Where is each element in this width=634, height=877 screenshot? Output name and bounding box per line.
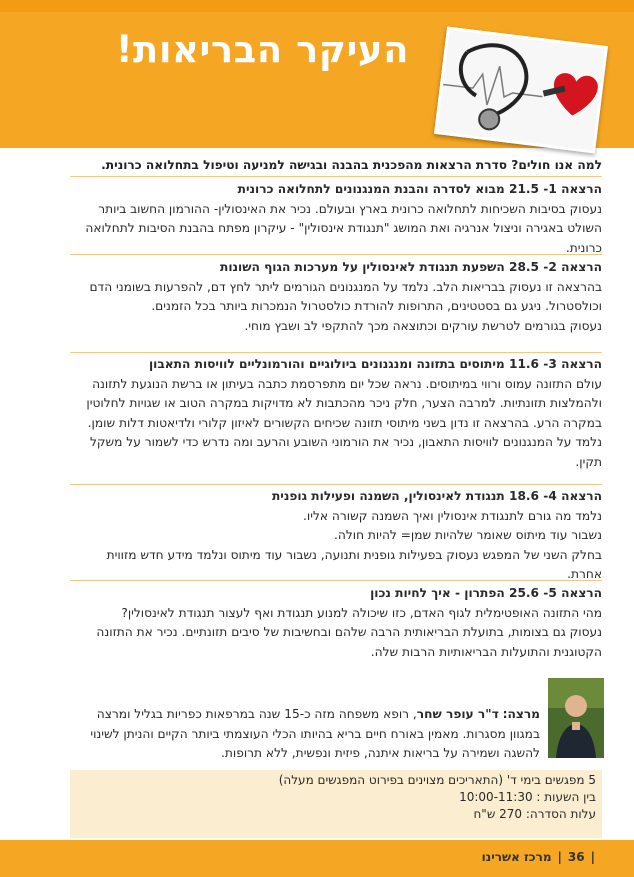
lecture-heading: הרצאה 1- 21.5 מבוא לסדרה והבנת המנגנונים לתחלואה כרונית (237, 182, 602, 196)
page-title: העיקר הבריאות! (115, 28, 409, 71)
divider (70, 580, 602, 581)
lecture-heading: הרצאה 2- 28.5 השפעת תנגודת לאינסולין על מערכות הגוף השונות (220, 260, 602, 274)
info-sessions: 5 מפגשים בימי ד' (התאריכים מצוינים בפירוט המפגשים מעלה) (278, 773, 596, 787)
info-hours: בין השעות : 10:00-11:30 (459, 790, 596, 804)
footer-name: מרכז אשרינו (481, 850, 552, 864)
lecture-3 (70, 355, 602, 472)
divider (70, 254, 602, 255)
speaker-portrait (548, 678, 604, 758)
lecture-4 (70, 487, 602, 585)
lecture-5 (70, 584, 602, 662)
header-banner (0, 0, 634, 148)
lecture-2 (70, 258, 602, 336)
footer-separator: | (590, 850, 595, 864)
speaker-bio (70, 705, 540, 764)
lecture-paragraph: בחלק השני של המפגש נעסוק בפעילות גופנית ותנועה, נשבור עוד מיתוס ונלמד מידע חדש מזווית אחרת. (106, 547, 602, 581)
divider (70, 352, 602, 353)
divider (70, 484, 602, 485)
lecture-paragraph: נעסוק בגורמים לטרשת עורקים וכתוצאה מכך להתקפי לב ושבץ מוחי. (244, 318, 602, 333)
footer-separator: | (557, 850, 562, 864)
speaker-name: ד"ר עופר שחר (416, 707, 499, 721)
intro-text: למה אנו חולים? סדרת הרצאות מהפכנית בהבנה ובגישה למניעה וטיפול בתחלואה כרונית. (101, 158, 602, 172)
info-box (70, 770, 602, 838)
header-top-strip (0, 0, 634, 12)
speaker-bio-text: , רופא משפחה מזה כ-15 שנה במרפאות כפריות בגליל ומרצה במגוון מסגרות. מאמין באורח חיים בריא בהיותו הכלי העוצמתי ביותר הקיים והניתן לשינוי להשגה ושמירה על בריאות איתנה, פיזית ונפשית, ללא תרופות. (90, 707, 540, 760)
footer-bar (0, 840, 634, 877)
lecture-paragraph: מהי התזונה האופטימלית לגוף האדם, כזו שיכולה למנוע תנגודת ואף לעצור תנגודת לאינסולין? (121, 605, 602, 620)
lecture-paragraph: נעסוק גם בצומות, בתועלת הבריאותית הרבה שלהם ובחשיבות של סיבים תזונתיים. נכיר את התזונה הקטוגנית והתועלות הבריאותיות הרבות שלה. (96, 625, 602, 659)
lecture-heading: הרצאה 5- 25.6 הפתרון - איך לחיות נכון (370, 586, 602, 600)
lecture-paragraph: נלמד על המנגנונים לוויסות התאבון, נכיר את הורמוני השובע והרעב ומה נדרש כדי לשמור על משקל תקין. (89, 435, 602, 469)
stethoscope-heart-photo (434, 27, 608, 154)
lecture-paragraph: בהרצאה זו נעסוק בבריאות הלב. נלמד על המנגנונים הגורמים ליתר לחץ דם, להפרעות בשומני הדם וכולסטרול. ניגע גם בסטטינים, התרופות להורדת כולסטרול הנמכרות ביותר בכל הזמנים. (89, 279, 602, 313)
info-price: עלות הסדרה: 270 ש"ח (473, 807, 596, 821)
speaker-label: מרצה: (502, 707, 540, 721)
speaker-photo (548, 678, 604, 758)
lecture-1 (70, 180, 602, 258)
lecture-heading: הרצאה 4- 18.6 תנגודת לאינסולין, השמנה ופעילות גופנית (271, 489, 602, 503)
lecture-paragraph: נעסוק בסיבות השכיחות לתחלואה כרונית בארץ ובעולם. נכיר את האינסולין- ההורמון החשוב ביותר השולט באגירה וניצול אנרגיה ואת המושג "תנגודת אינסולין" - עיקרון מפתח בהבנת הסיבות לתחלואה כרונית. (85, 201, 602, 255)
page-number: 36 (567, 850, 585, 864)
stethoscope-heart-illustration (437, 30, 604, 150)
footer-text (479, 850, 598, 864)
lecture-paragraph: נלמד מה גורם לתנגודת אינסולין ואיך השמנה קשורה אליו. (303, 508, 602, 523)
lecture-paragraph: עולם התזונה עמוס ורווי במיתוסים. נראה שכל יום מתפרסמת כתבה בעיתון או ברשת הנוגעת לתזונה ולהמלצות תזונתיות. למרבה הצער, חלק ניכר מהכתבות לא מדויקות במקרה הטוב או שגויות לחלוטין במקרה הרע. בהרצאה זו נדון בשני מיתוסי תזונה שכיחים הקשורים לאיזון קלורי ולדיאטות דלות שומן. (86, 376, 602, 430)
lecture-heading: הרצאה 3- 11.6 מיתוסים בתזונה ומנגנונים ביולוגיים והורמונליים לוויסות התאבון (149, 357, 602, 371)
lecture-paragraph: נשבור עוד מיתוס שאומר שלהיות שמן= להיות חולה. (333, 528, 602, 542)
divider (70, 176, 602, 177)
